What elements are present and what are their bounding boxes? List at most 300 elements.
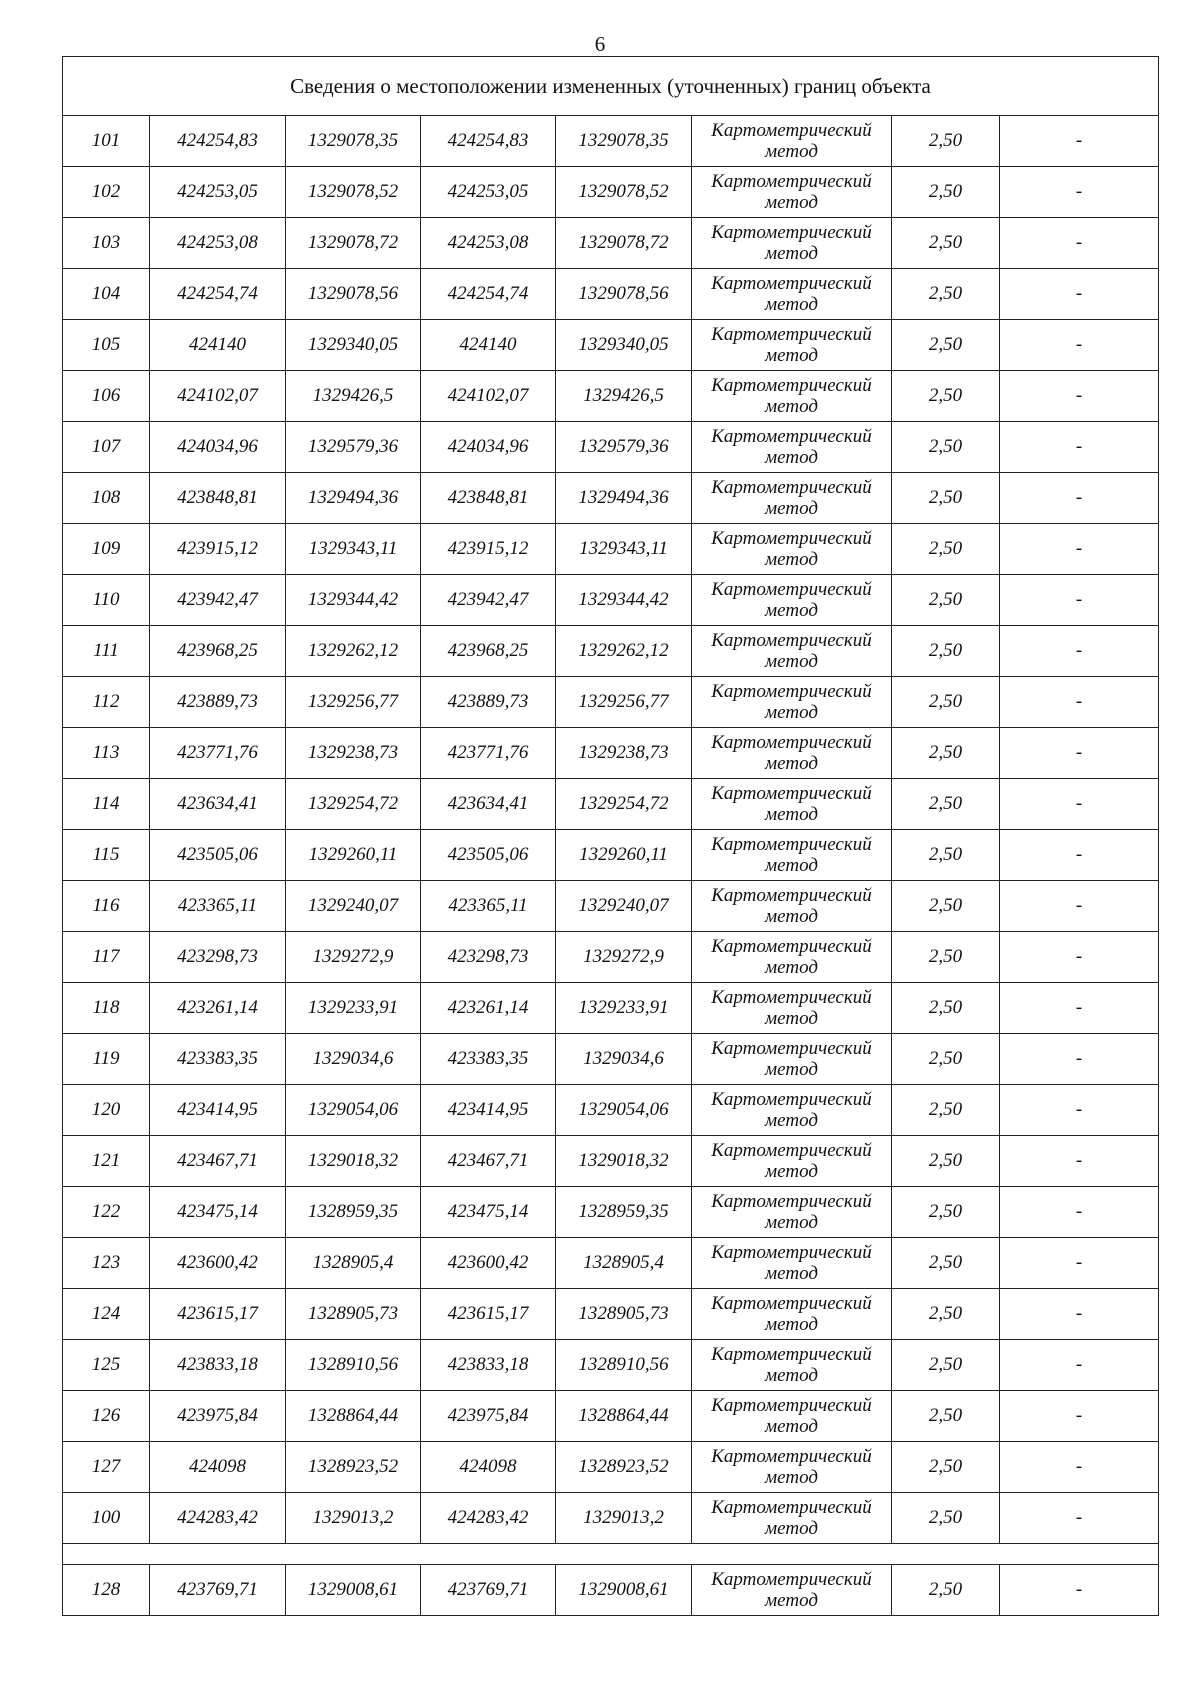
method-text: Картометрический [711,528,872,549]
table-row [63,728,1159,779]
table-row [63,932,1159,983]
x-existing-cell: 424253,08 [150,218,286,269]
accuracy-cell: 2,50 [892,473,1000,524]
accuracy-cell: 2,50 [892,779,1000,830]
method-text: метод [765,1590,818,1611]
method-text: Картометрический [711,1140,872,1161]
y-refined-cell: 1328959,35 [556,1187,692,1238]
method-text: Картометрический [711,1191,872,1212]
y-existing-cell: 1328910,56 [286,1340,421,1391]
accuracy-cell: 2,50 [892,371,1000,422]
method-text: Картометрический [711,1569,872,1590]
method-cell [692,1034,892,1085]
method-cell [692,626,892,677]
method-cell [692,116,892,167]
x-existing-cell: 424283,42 [150,1493,286,1544]
x-existing-cell: 423634,41 [150,779,286,830]
method-text: метод [765,1467,818,1488]
x-refined-cell: 424253,08 [421,218,556,269]
note-cell: - [1000,932,1159,983]
y-refined-cell: 1328905,73 [556,1289,692,1340]
y-refined-cell: 1329262,12 [556,626,692,677]
x-refined-cell: 423771,76 [421,728,556,779]
x-refined-cell: 424102,07 [421,371,556,422]
note-cell: - [1000,524,1159,575]
method-text: метод [765,1365,818,1386]
note-cell: - [1000,1136,1159,1187]
x-existing-cell: 424102,07 [150,371,286,422]
method-text: Картометрический [711,324,872,345]
y-refined-cell: 1329054,06 [556,1085,692,1136]
note-cell: - [1000,1187,1159,1238]
y-refined-cell: 1329494,36 [556,473,692,524]
x-existing-cell: 424034,96 [150,422,286,473]
page-number: 6 [594,32,606,56]
note-cell: - [1000,167,1159,218]
method-cell [692,1136,892,1187]
x-existing-cell: 424140 [150,320,286,371]
x-existing-cell: 424098 [150,1442,286,1493]
point-number-cell: 115 [63,830,150,881]
method-cell [692,728,892,779]
y-refined-cell: 1328910,56 [556,1340,692,1391]
accuracy-cell: 2,50 [892,575,1000,626]
y-existing-cell: 1329579,36 [286,422,421,473]
method-text: метод [765,804,818,825]
table-row [63,626,1159,677]
point-number-cell: 110 [63,575,150,626]
point-number-cell: 116 [63,881,150,932]
method-cell [692,167,892,218]
point-number-cell: 121 [63,1136,150,1187]
y-existing-cell: 1329034,6 [286,1034,421,1085]
x-existing-cell: 423615,17 [150,1289,286,1340]
method-text: Картометрический [711,273,872,294]
method-text: метод [765,1416,818,1437]
x-existing-cell: 423975,84 [150,1391,286,1442]
x-refined-cell: 423615,17 [421,1289,556,1340]
accuracy-cell: 2,50 [892,677,1000,728]
method-text: Картометрический [711,171,872,192]
note-cell: - [1000,218,1159,269]
table-row [63,1085,1159,1136]
x-existing-cell: 423889,73 [150,677,286,728]
x-existing-cell: 423261,14 [150,983,286,1034]
y-refined-cell: 1329078,35 [556,116,692,167]
method-text: метод [765,753,818,774]
method-text: метод [765,141,818,162]
x-refined-cell: 423915,12 [421,524,556,575]
table-row [63,677,1159,728]
y-refined-cell: 1328923,52 [556,1442,692,1493]
method-text: Картометрический [711,222,872,243]
method-text: Картометрический [711,120,872,141]
accuracy-cell: 2,50 [892,167,1000,218]
y-existing-cell: 1329078,35 [286,116,421,167]
note-cell: - [1000,320,1159,371]
accuracy-cell: 2,50 [892,1187,1000,1238]
accuracy-cell: 2,50 [892,320,1000,371]
point-number-cell: 108 [63,473,150,524]
y-refined-cell: 1328905,4 [556,1238,692,1289]
accuracy-cell: 2,50 [892,1565,1000,1616]
accuracy-cell: 2,50 [892,626,1000,677]
point-number-cell: 127 [63,1442,150,1493]
method-cell [692,1187,892,1238]
method-cell [692,1442,892,1493]
method-text: метод [765,702,818,723]
method-text: метод [765,294,818,315]
method-text: метод [765,855,818,876]
y-existing-cell: 1329054,06 [286,1085,421,1136]
point-number-cell: 120 [63,1085,150,1136]
x-existing-cell: 423771,76 [150,728,286,779]
table-row [63,1187,1159,1238]
x-refined-cell: 423475,14 [421,1187,556,1238]
x-refined-cell: 423600,42 [421,1238,556,1289]
method-cell [692,983,892,1034]
table-row [63,167,1159,218]
method-cell [692,1085,892,1136]
y-existing-cell: 1329272,9 [286,932,421,983]
separator-cell [63,1544,1159,1565]
note-cell: - [1000,422,1159,473]
note-cell: - [1000,473,1159,524]
x-existing-cell: 423365,11 [150,881,286,932]
table-row [63,881,1159,932]
table-row [63,218,1159,269]
method-text: метод [765,396,818,417]
method-text: метод [765,1110,818,1131]
accuracy-cell: 2,50 [892,524,1000,575]
point-number-cell: 124 [63,1289,150,1340]
y-refined-cell: 1328864,44 [556,1391,692,1442]
x-refined-cell: 423414,95 [421,1085,556,1136]
y-refined-cell: 1329579,36 [556,422,692,473]
x-refined-cell: 423848,81 [421,473,556,524]
accuracy-cell: 2,50 [892,728,1000,779]
point-number-cell: 113 [63,728,150,779]
accuracy-cell: 2,50 [892,422,1000,473]
point-number-cell: 106 [63,371,150,422]
accuracy-cell: 2,50 [892,269,1000,320]
table-row [63,983,1159,1034]
table-title: Сведения о местоположении измененных (уточненных) границ объекта [63,57,1159,116]
x-refined-cell: 423889,73 [421,677,556,728]
method-cell [692,881,892,932]
method-cell [692,269,892,320]
method-text: Картометрический [711,1344,872,1365]
method-text: Картометрический [711,1395,872,1416]
x-existing-cell: 423833,18 [150,1340,286,1391]
method-text: метод [765,549,818,570]
accuracy-cell: 2,50 [892,116,1000,167]
method-text: метод [765,1263,818,1284]
method-text: Картометрический [711,630,872,651]
note-cell: - [1000,1565,1159,1616]
y-refined-cell: 1329260,11 [556,830,692,881]
method-text: Картометрический [711,1038,872,1059]
method-cell [692,473,892,524]
x-refined-cell: 423975,84 [421,1391,556,1442]
note-cell: - [1000,1391,1159,1442]
method-cell [692,1391,892,1442]
x-refined-cell: 424254,74 [421,269,556,320]
table-row [63,1340,1159,1391]
method-cell [692,932,892,983]
x-existing-cell: 423968,25 [150,626,286,677]
point-number-cell: 122 [63,1187,150,1238]
y-existing-cell: 1329494,36 [286,473,421,524]
point-number-cell: 100 [63,1493,150,1544]
boundary-coordinates-table [62,56,1159,1616]
note-cell: - [1000,1238,1159,1289]
x-existing-cell: 423298,73 [150,932,286,983]
point-number-cell: 123 [63,1238,150,1289]
table-row [63,1565,1159,1616]
note-cell: - [1000,728,1159,779]
method-text: Картометрический [711,1089,872,1110]
note-cell: - [1000,1085,1159,1136]
note-cell: - [1000,1442,1159,1493]
y-existing-cell: 1328905,4 [286,1238,421,1289]
x-refined-cell: 424140 [421,320,556,371]
y-existing-cell: 1329343,11 [286,524,421,575]
note-cell: - [1000,1340,1159,1391]
method-text: Картометрический [711,885,872,906]
y-refined-cell: 1329254,72 [556,779,692,830]
table-row [63,1136,1159,1187]
method-cell [692,218,892,269]
accuracy-cell: 2,50 [892,1136,1000,1187]
method-cell [692,524,892,575]
x-existing-cell: 424253,05 [150,167,286,218]
y-refined-cell: 1329344,42 [556,575,692,626]
accuracy-cell: 2,50 [892,1391,1000,1442]
y-refined-cell: 1329233,91 [556,983,692,1034]
y-refined-cell: 1329256,77 [556,677,692,728]
note-cell: - [1000,1034,1159,1085]
table-row [63,575,1159,626]
y-existing-cell: 1329233,91 [286,983,421,1034]
table-row [63,116,1159,167]
x-refined-cell: 423833,18 [421,1340,556,1391]
y-existing-cell: 1329262,12 [286,626,421,677]
x-existing-cell: 423915,12 [150,524,286,575]
table-row [63,1391,1159,1442]
method-text: Картометрический [711,1242,872,1263]
method-text: Картометрический [711,681,872,702]
method-text: Картометрический [711,834,872,855]
y-existing-cell: 1329254,72 [286,779,421,830]
x-existing-cell: 423942,47 [150,575,286,626]
y-refined-cell: 1329272,9 [556,932,692,983]
y-existing-cell: 1329078,72 [286,218,421,269]
method-text: Картометрический [711,783,872,804]
x-refined-cell: 424283,42 [421,1493,556,1544]
method-text: Картометрический [711,936,872,957]
table-row [63,524,1159,575]
accuracy-cell: 2,50 [892,1442,1000,1493]
method-text: Картометрический [711,732,872,753]
x-refined-cell: 424253,05 [421,167,556,218]
y-refined-cell: 1329343,11 [556,524,692,575]
method-text: Картометрический [711,477,872,498]
x-existing-cell: 423769,71 [150,1565,286,1616]
point-number-cell: 125 [63,1340,150,1391]
method-text: Картометрический [711,987,872,1008]
x-refined-cell: 423634,41 [421,779,556,830]
accuracy-cell: 2,50 [892,983,1000,1034]
y-existing-cell: 1329018,32 [286,1136,421,1187]
method-cell [692,320,892,371]
note-cell: - [1000,677,1159,728]
table-row [63,830,1159,881]
accuracy-cell: 2,50 [892,1034,1000,1085]
table-row [63,422,1159,473]
y-existing-cell: 1329013,2 [286,1493,421,1544]
method-text: Картометрический [711,426,872,447]
y-existing-cell: 1329240,07 [286,881,421,932]
point-number-cell: 118 [63,983,150,1034]
method-text: метод [765,957,818,978]
x-existing-cell: 424254,74 [150,269,286,320]
method-text: метод [765,1314,818,1335]
point-number-cell: 114 [63,779,150,830]
y-existing-cell: 1328923,52 [286,1442,421,1493]
method-text: метод [765,1059,818,1080]
y-refined-cell: 1329240,07 [556,881,692,932]
point-number-cell: 111 [63,626,150,677]
table-row [63,1493,1159,1544]
table-row [63,371,1159,422]
note-cell: - [1000,371,1159,422]
y-refined-cell: 1329340,05 [556,320,692,371]
method-text: метод [765,345,818,366]
x-refined-cell: 423467,71 [421,1136,556,1187]
x-existing-cell: 423505,06 [150,830,286,881]
note-cell: - [1000,1493,1159,1544]
method-text: метод [765,243,818,264]
point-number-cell: 119 [63,1034,150,1085]
method-cell [692,1238,892,1289]
accuracy-cell: 2,50 [892,1085,1000,1136]
y-refined-cell: 1329013,2 [556,1493,692,1544]
table-row [63,1289,1159,1340]
x-refined-cell: 423942,47 [421,575,556,626]
x-refined-cell: 423298,73 [421,932,556,983]
method-text: метод [765,192,818,213]
note-cell: - [1000,779,1159,830]
accuracy-cell: 2,50 [892,218,1000,269]
method-cell [692,575,892,626]
y-existing-cell: 1328905,73 [286,1289,421,1340]
point-number-cell: 101 [63,116,150,167]
y-refined-cell: 1329018,32 [556,1136,692,1187]
method-text: метод [765,1008,818,1029]
point-number-cell: 102 [63,167,150,218]
point-number-cell: 103 [63,218,150,269]
y-existing-cell: 1329340,05 [286,320,421,371]
method-cell [692,422,892,473]
x-existing-cell: 423383,35 [150,1034,286,1085]
y-existing-cell: 1329260,11 [286,830,421,881]
table-row [63,473,1159,524]
y-refined-cell: 1329426,5 [556,371,692,422]
point-number-cell: 117 [63,932,150,983]
note-cell: - [1000,269,1159,320]
note-cell: - [1000,881,1159,932]
table-row [63,320,1159,371]
x-existing-cell: 423467,71 [150,1136,286,1187]
x-refined-cell: 423383,35 [421,1034,556,1085]
method-cell [692,1340,892,1391]
method-text: Картометрический [711,579,872,600]
method-text: метод [765,498,818,519]
x-refined-cell: 423968,25 [421,626,556,677]
y-existing-cell: 1329238,73 [286,728,421,779]
method-text: метод [765,447,818,468]
y-existing-cell: 1329344,42 [286,575,421,626]
y-refined-cell: 1329078,56 [556,269,692,320]
method-cell [692,779,892,830]
x-refined-cell: 423505,06 [421,830,556,881]
note-cell: - [1000,575,1159,626]
note-cell: - [1000,830,1159,881]
x-existing-cell: 423848,81 [150,473,286,524]
method-cell [692,1289,892,1340]
x-refined-cell: 424034,96 [421,422,556,473]
method-cell [692,677,892,728]
point-number-cell: 109 [63,524,150,575]
method-text: метод [765,1518,818,1539]
point-number-cell: 107 [63,422,150,473]
accuracy-cell: 2,50 [892,932,1000,983]
y-existing-cell: 1329426,5 [286,371,421,422]
y-refined-cell: 1329078,52 [556,167,692,218]
method-text: Картометрический [711,1293,872,1314]
x-refined-cell: 423365,11 [421,881,556,932]
method-text: метод [765,1161,818,1182]
note-cell: - [1000,116,1159,167]
table-row [63,779,1159,830]
method-text: Картометрический [711,1497,872,1518]
x-refined-cell: 424254,83 [421,116,556,167]
point-number-cell: 126 [63,1391,150,1442]
separator-row [63,1544,1159,1565]
x-refined-cell: 423261,14 [421,983,556,1034]
y-refined-cell: 1329034,6 [556,1034,692,1085]
point-number-cell: 104 [63,269,150,320]
note-cell: - [1000,1289,1159,1340]
method-cell [692,830,892,881]
table-row [63,1442,1159,1493]
method-cell [692,371,892,422]
y-existing-cell: 1329078,56 [286,269,421,320]
method-text: Картометрический [711,375,872,396]
table-row [63,269,1159,320]
x-existing-cell: 423600,42 [150,1238,286,1289]
y-refined-cell: 1329238,73 [556,728,692,779]
x-refined-cell: 424098 [421,1442,556,1493]
accuracy-cell: 2,50 [892,881,1000,932]
accuracy-cell: 2,50 [892,1340,1000,1391]
table-row [63,1034,1159,1085]
point-number-cell: 128 [63,1565,150,1616]
y-refined-cell: 1329078,72 [556,218,692,269]
method-text: метод [765,651,818,672]
accuracy-cell: 2,50 [892,830,1000,881]
